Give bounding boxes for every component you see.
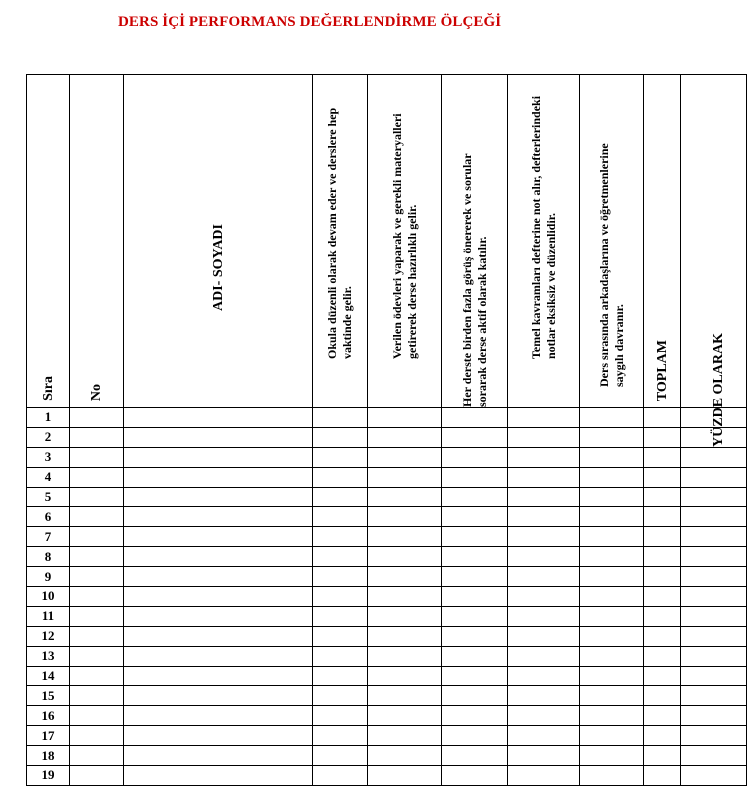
criterion-4-cell[interactable] bbox=[508, 626, 580, 646]
criterion-5-cell[interactable] bbox=[580, 606, 644, 626]
row-number: 19 bbox=[27, 766, 70, 786]
criterion-3-cell[interactable] bbox=[442, 726, 508, 746]
criterion-4-cell[interactable] bbox=[508, 646, 580, 666]
criterion-2-cell[interactable] bbox=[368, 587, 442, 607]
name-cell[interactable] bbox=[124, 626, 313, 646]
no-cell[interactable] bbox=[70, 646, 124, 666]
no-cell[interactable] bbox=[70, 626, 124, 646]
total-cell[interactable] bbox=[644, 626, 681, 646]
name-cell[interactable] bbox=[124, 467, 313, 487]
header-criterion-3-label: Her derste birden fazla görüş önererek ve sorular sorarak derse aktif olarak katılır. bbox=[459, 153, 489, 407]
criterion-3-cell[interactable] bbox=[442, 467, 508, 487]
header-criterion-4 bbox=[508, 75, 580, 408]
criterion-1-cell[interactable] bbox=[313, 646, 368, 666]
header-name-label: ADI- SOYADI bbox=[210, 224, 226, 312]
criterion-1-cell[interactable] bbox=[313, 726, 368, 746]
criterion-4-cell[interactable] bbox=[508, 447, 580, 467]
row-number: 5 bbox=[27, 487, 70, 507]
table-row bbox=[27, 547, 747, 567]
total-cell[interactable] bbox=[644, 606, 681, 626]
header-percent bbox=[681, 75, 747, 447]
criterion-3-cell[interactable] bbox=[442, 766, 508, 786]
table-row bbox=[27, 626, 747, 646]
criterion-2-cell[interactable] bbox=[368, 547, 442, 567]
criterion-5-cell[interactable] bbox=[580, 547, 644, 567]
no-cell[interactable] bbox=[70, 527, 124, 547]
criterion-2-cell[interactable] bbox=[368, 706, 442, 726]
name-cell[interactable] bbox=[124, 706, 313, 726]
table-row bbox=[27, 666, 747, 686]
name-cell[interactable] bbox=[124, 527, 313, 547]
table-row bbox=[27, 646, 747, 666]
percent-cell[interactable] bbox=[681, 746, 747, 766]
table-row bbox=[27, 507, 747, 527]
criterion-2-cell[interactable] bbox=[368, 527, 442, 547]
criterion-4-cell[interactable] bbox=[508, 467, 580, 487]
table-row bbox=[27, 606, 747, 626]
no-cell[interactable] bbox=[70, 467, 124, 487]
name-cell[interactable] bbox=[124, 507, 313, 527]
total-cell[interactable] bbox=[644, 427, 681, 447]
criterion-1-cell[interactable] bbox=[313, 686, 368, 706]
criterion-1-cell[interactable] bbox=[313, 666, 368, 686]
criterion-1-cell[interactable] bbox=[313, 587, 368, 607]
total-cell[interactable] bbox=[644, 646, 681, 666]
criterion-1-cell[interactable] bbox=[313, 547, 368, 567]
total-cell[interactable] bbox=[644, 666, 681, 686]
name-cell[interactable] bbox=[124, 408, 313, 428]
percent-cell[interactable] bbox=[681, 606, 747, 626]
criterion-2-cell[interactable] bbox=[368, 646, 442, 666]
header-percent-label: YÜZDE OLARAK bbox=[711, 333, 726, 447]
criterion-5-cell[interactable] bbox=[580, 567, 644, 587]
criterion-4-cell[interactable] bbox=[508, 507, 580, 527]
header-no bbox=[70, 75, 124, 408]
criterion-3-cell[interactable] bbox=[442, 527, 508, 547]
criterion-4-cell[interactable] bbox=[508, 706, 580, 726]
criterion-1-cell[interactable] bbox=[313, 766, 368, 786]
criterion-5-cell[interactable] bbox=[580, 587, 644, 607]
criterion-2-cell[interactable] bbox=[368, 666, 442, 686]
total-cell[interactable] bbox=[644, 706, 681, 726]
percent-cell[interactable] bbox=[681, 567, 747, 587]
criterion-2-cell[interactable] bbox=[368, 427, 442, 447]
criterion-1-cell[interactable] bbox=[313, 427, 368, 447]
header-no-label: No bbox=[89, 383, 104, 401]
name-cell[interactable] bbox=[124, 447, 313, 467]
criterion-5-cell[interactable] bbox=[580, 467, 644, 487]
criterion-1-cell[interactable] bbox=[313, 626, 368, 646]
no-cell[interactable] bbox=[70, 587, 124, 607]
no-cell[interactable] bbox=[70, 567, 124, 587]
no-cell[interactable] bbox=[70, 408, 124, 428]
table-row bbox=[27, 587, 747, 607]
row-number: 12 bbox=[27, 626, 70, 646]
percent-cell[interactable] bbox=[681, 507, 747, 527]
percent-cell[interactable] bbox=[681, 626, 747, 646]
table-row bbox=[27, 487, 747, 507]
percent-cell[interactable] bbox=[681, 766, 747, 786]
criterion-3-cell[interactable] bbox=[442, 547, 508, 567]
criterion-5-cell[interactable] bbox=[580, 766, 644, 786]
row-number: 17 bbox=[27, 726, 70, 746]
criterion-4-cell[interactable] bbox=[508, 547, 580, 567]
header-criterion-1-label: Okula düzenli olarak devam eder ve derslere hep vaktinde gelir. bbox=[325, 107, 354, 359]
name-cell[interactable] bbox=[124, 427, 313, 447]
criterion-5-cell[interactable] bbox=[580, 706, 644, 726]
criterion-5-cell[interactable] bbox=[580, 527, 644, 547]
criterion-5-cell[interactable] bbox=[580, 507, 644, 527]
name-cell[interactable] bbox=[124, 746, 313, 766]
row-number: 7 bbox=[27, 527, 70, 547]
total-cell[interactable] bbox=[644, 746, 681, 766]
criterion-1-cell[interactable] bbox=[313, 706, 368, 726]
table-body bbox=[27, 408, 747, 786]
criterion-2-cell[interactable] bbox=[368, 487, 442, 507]
no-cell[interactable] bbox=[70, 427, 124, 447]
no-cell[interactable] bbox=[70, 726, 124, 746]
criterion-5-cell[interactable] bbox=[580, 408, 644, 428]
criterion-3-cell[interactable] bbox=[442, 706, 508, 726]
row-number: 16 bbox=[27, 706, 70, 726]
total-cell[interactable] bbox=[644, 507, 681, 527]
criterion-4-cell[interactable] bbox=[508, 726, 580, 746]
name-cell[interactable] bbox=[124, 666, 313, 686]
no-cell[interactable] bbox=[70, 746, 124, 766]
table-row bbox=[27, 746, 747, 766]
total-cell[interactable] bbox=[644, 527, 681, 547]
total-cell[interactable] bbox=[644, 447, 681, 467]
percent-cell[interactable] bbox=[681, 547, 747, 567]
no-cell[interactable] bbox=[70, 487, 124, 507]
name-cell[interactable] bbox=[124, 766, 313, 786]
percent-cell[interactable] bbox=[681, 587, 747, 607]
total-cell[interactable] bbox=[644, 686, 681, 706]
criterion-1-cell[interactable] bbox=[313, 527, 368, 547]
table-row bbox=[27, 567, 747, 587]
table-row bbox=[27, 427, 747, 447]
criterion-2-cell[interactable] bbox=[368, 567, 442, 587]
percent-cell[interactable] bbox=[681, 666, 747, 686]
criterion-5-cell[interactable] bbox=[580, 487, 644, 507]
row-number: 8 bbox=[27, 547, 70, 567]
no-cell[interactable] bbox=[70, 706, 124, 726]
header-criterion-2 bbox=[368, 75, 442, 408]
criterion-4-cell[interactable] bbox=[508, 746, 580, 766]
name-cell[interactable] bbox=[124, 567, 313, 587]
no-cell[interactable] bbox=[70, 686, 124, 706]
percent-cell[interactable] bbox=[681, 487, 747, 507]
percent-cell[interactable] bbox=[681, 527, 747, 547]
criterion-4-cell[interactable] bbox=[508, 587, 580, 607]
criterion-5-cell[interactable] bbox=[580, 726, 644, 746]
criterion-1-cell[interactable] bbox=[313, 467, 368, 487]
no-cell[interactable] bbox=[70, 606, 124, 626]
criterion-2-cell[interactable] bbox=[368, 766, 442, 786]
total-cell[interactable] bbox=[644, 567, 681, 587]
criterion-5-cell[interactable] bbox=[580, 746, 644, 766]
total-cell[interactable] bbox=[644, 726, 681, 746]
total-cell[interactable] bbox=[644, 467, 681, 487]
name-cell[interactable] bbox=[124, 587, 313, 607]
header-criterion-4-label: Temel kavramları defterine not alır, defterlerindeki notlar eksiksiz ve düzenlidir. bbox=[528, 95, 558, 359]
criterion-3-cell[interactable] bbox=[442, 567, 508, 587]
name-cell[interactable] bbox=[124, 686, 313, 706]
table-row bbox=[27, 706, 747, 726]
table-row bbox=[27, 726, 747, 746]
criterion-2-cell[interactable] bbox=[368, 726, 442, 746]
name-cell[interactable] bbox=[124, 487, 313, 507]
header-sira-label: Sıra bbox=[40, 376, 56, 401]
header-criterion-5 bbox=[580, 75, 644, 408]
criterion-2-cell[interactable] bbox=[368, 408, 442, 428]
no-cell[interactable] bbox=[70, 507, 124, 527]
percent-cell[interactable] bbox=[681, 646, 747, 666]
name-cell[interactable] bbox=[124, 726, 313, 746]
row-number: 18 bbox=[27, 746, 70, 766]
row-number: 4 bbox=[27, 467, 70, 487]
total-cell[interactable] bbox=[644, 587, 681, 607]
criterion-4-cell[interactable] bbox=[508, 487, 580, 507]
percent-cell[interactable] bbox=[681, 706, 747, 726]
no-cell[interactable] bbox=[70, 766, 124, 786]
criterion-4-cell[interactable] bbox=[508, 766, 580, 786]
criterion-5-cell[interactable] bbox=[580, 646, 644, 666]
header-total-label: TOPLAM bbox=[654, 339, 670, 401]
criterion-2-cell[interactable] bbox=[368, 606, 442, 626]
page-title: DERS İÇİ PERFORMANS DEĞERLENDİRME ÖLÇEĞİ bbox=[118, 14, 502, 30]
criterion-4-cell[interactable] bbox=[508, 686, 580, 706]
criterion-2-cell[interactable] bbox=[368, 467, 442, 487]
total-cell[interactable] bbox=[644, 766, 681, 786]
row-number: 3 bbox=[27, 447, 70, 467]
criterion-1-cell[interactable] bbox=[313, 746, 368, 766]
percent-cell[interactable] bbox=[681, 726, 747, 746]
header-name bbox=[124, 75, 313, 408]
criterion-1-cell[interactable] bbox=[313, 507, 368, 527]
criterion-4-cell[interactable] bbox=[508, 666, 580, 686]
row-number: 11 bbox=[27, 606, 70, 626]
name-cell[interactable] bbox=[124, 547, 313, 567]
criterion-3-cell[interactable] bbox=[442, 447, 508, 467]
percent-cell[interactable] bbox=[681, 467, 747, 487]
header-total bbox=[644, 75, 681, 408]
total-cell[interactable] bbox=[644, 547, 681, 567]
criterion-2-cell[interactable] bbox=[368, 626, 442, 646]
criterion-3-cell[interactable] bbox=[442, 746, 508, 766]
row-number: 2 bbox=[27, 427, 70, 447]
total-cell[interactable] bbox=[644, 408, 681, 428]
criterion-3-cell[interactable] bbox=[442, 487, 508, 507]
header-row bbox=[27, 75, 747, 408]
criterion-2-cell[interactable] bbox=[368, 686, 442, 706]
row-number: 9 bbox=[27, 567, 70, 587]
criterion-3-cell[interactable] bbox=[442, 507, 508, 527]
criterion-3-cell[interactable] bbox=[442, 408, 508, 428]
criterion-3-cell[interactable] bbox=[442, 666, 508, 686]
criterion-1-cell[interactable] bbox=[313, 447, 368, 467]
header-sira bbox=[27, 75, 70, 408]
criterion-2-cell[interactable] bbox=[368, 447, 442, 467]
no-cell[interactable] bbox=[70, 547, 124, 567]
criterion-1-cell[interactable] bbox=[313, 567, 368, 587]
header-criterion-3 bbox=[442, 75, 508, 408]
criterion-3-cell[interactable] bbox=[442, 626, 508, 646]
no-cell[interactable] bbox=[70, 447, 124, 467]
total-cell[interactable] bbox=[644, 487, 681, 507]
criterion-2-cell[interactable] bbox=[368, 746, 442, 766]
criterion-1-cell[interactable] bbox=[313, 487, 368, 507]
criterion-4-cell[interactable] bbox=[508, 567, 580, 587]
criterion-5-cell[interactable] bbox=[580, 686, 644, 706]
name-cell[interactable] bbox=[124, 646, 313, 666]
performance-table bbox=[26, 74, 747, 786]
table-row bbox=[27, 766, 747, 786]
criterion-5-cell[interactable] bbox=[580, 447, 644, 467]
criterion-4-cell[interactable] bbox=[508, 527, 580, 547]
criterion-4-cell[interactable] bbox=[508, 427, 580, 447]
criterion-2-cell[interactable] bbox=[368, 507, 442, 527]
table-row bbox=[27, 527, 747, 547]
header-criterion-1 bbox=[313, 75, 368, 408]
table-row bbox=[27, 408, 747, 428]
criterion-5-cell[interactable] bbox=[580, 626, 644, 646]
row-number: 15 bbox=[27, 686, 70, 706]
criterion-4-cell[interactable] bbox=[508, 606, 580, 626]
row-number: 1 bbox=[27, 408, 70, 428]
table-row bbox=[27, 686, 747, 706]
header-criterion-5-label: Ders sırasında arkadaşlarına ve öğretmenlerine saygılı davranır. bbox=[596, 143, 626, 387]
no-cell[interactable] bbox=[70, 666, 124, 686]
row-number: 6 bbox=[27, 507, 70, 527]
criterion-3-cell[interactable] bbox=[442, 686, 508, 706]
criterion-1-cell[interactable] bbox=[313, 606, 368, 626]
row-number: 13 bbox=[27, 646, 70, 666]
row-number: 14 bbox=[27, 666, 70, 686]
criterion-4-cell[interactable] bbox=[508, 408, 580, 428]
criterion-3-cell[interactable] bbox=[442, 587, 508, 607]
row-number: 10 bbox=[27, 587, 70, 607]
percent-cell[interactable] bbox=[681, 447, 747, 467]
criterion-3-cell[interactable] bbox=[442, 606, 508, 626]
criterion-3-cell[interactable] bbox=[442, 646, 508, 666]
header-criterion-2-label: Verilen ödevleri yaparak ve gerekli materyalleri getirerek derse hazırlıklı gelir. bbox=[389, 113, 419, 359]
percent-cell[interactable] bbox=[681, 686, 747, 706]
criterion-5-cell[interactable] bbox=[580, 427, 644, 447]
criterion-1-cell[interactable] bbox=[313, 408, 368, 428]
table-row bbox=[27, 447, 747, 467]
criterion-5-cell[interactable] bbox=[580, 666, 644, 686]
name-cell[interactable] bbox=[124, 606, 313, 626]
criterion-3-cell[interactable] bbox=[442, 427, 508, 447]
table-row bbox=[27, 467, 747, 487]
